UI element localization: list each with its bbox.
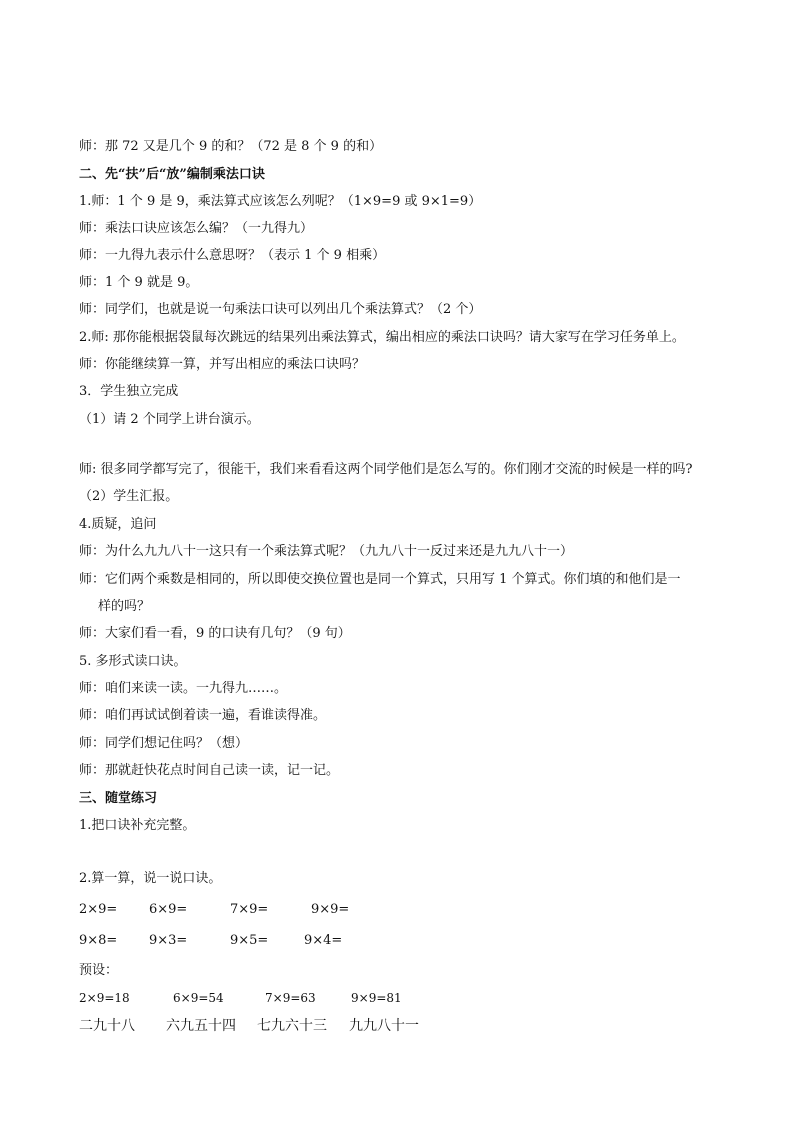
text-line: （1）请 2 个同学上讲台演示。: [79, 412, 260, 427]
text-line: 3．学生独立完成: [79, 384, 179, 399]
text-line: 师：你能继续算一算，并写出相应的乘法口诀吗？: [79, 357, 366, 372]
text-line: 预设：: [79, 963, 119, 978]
text-line: 师：它们两个乘数是相同的，所以即使交换位置也是同一个算式，只用写 1 个算式。你们填的和他们是一: [79, 572, 681, 587]
exercise-item: 9×4=: [304, 933, 343, 948]
text-line: 师：那就赶快花点时间自己读一读，记一记。: [79, 763, 340, 778]
exercise-item: 2×9=: [79, 902, 118, 917]
text-line: 师：为什么九九八十一这只有一个乘法算式呢？（九九八十一反过来还是九九八十一）: [79, 544, 574, 559]
text-line: 师：一九得九表示什么意思呀？（表示 1 个 9 相乘）: [79, 248, 386, 263]
text-line: 师：1 个 9 就是 9。: [79, 275, 199, 290]
text-line: 2.师: 那你能根据袋鼠每次跳远的结果列出乘法算式，编出相应的乘法口诀吗？请大家写在学习任务单上。: [79, 330, 685, 345]
text-line: 师：乘法口诀应该怎么编？（一九得九）: [79, 221, 314, 236]
exercise-item: 9×5=: [230, 933, 269, 948]
text-line: 2.算一算，说一说口诀。: [79, 871, 222, 886]
answer-item: 7×9=63: [265, 991, 316, 1005]
text-line: 师：同学们想记住吗？（想）: [79, 736, 249, 751]
text-line: 师：同学们，也就是说一句乘法口诀可以列出几个乘法算式？（2 个）: [79, 302, 482, 317]
text-line: 样的吗？: [98, 599, 151, 614]
text-line: 1.把口诀补充完整。: [79, 818, 196, 833]
text-line: 5. 多形式读口诀。: [79, 654, 187, 669]
exercise-item: 9×8=: [79, 933, 118, 948]
exercise-item: 9×9=: [311, 902, 350, 917]
exercise-item: 9×3=: [149, 933, 188, 948]
rhyme-item: 九九八十一: [349, 1018, 419, 1034]
rhyme-item: 六九五十四: [166, 1018, 236, 1034]
text-line: 4.质疑，追问: [79, 517, 157, 532]
answer-item: 9×9=81: [351, 991, 402, 1005]
text-line: 师：咱们来读一读。一九得九……。: [79, 681, 288, 696]
text-line: 师：那 72 又是几个 9 的和？（72 是 8 个 9 的和）: [79, 139, 383, 154]
section-heading: 三、随堂练习: [79, 791, 158, 806]
rhyme-item: 二九十八: [79, 1018, 135, 1034]
exercise-item: 7×9=: [230, 902, 269, 917]
answer-item: 6×9=54: [173, 991, 224, 1005]
exercise-item: 6×9=: [149, 902, 188, 917]
rhyme-item: 七九六十三: [257, 1018, 327, 1034]
text-line: 1.师：1 个 9 是 9，乘法算式应该怎么列呢？（1×9=9 或 9×1=9）: [79, 194, 482, 209]
section-heading: 二、先“扶”后“放”编制乘法口诀: [79, 167, 265, 182]
text-line: 师：咱们再试试倒着读一遍，看谁读得准。: [79, 708, 327, 723]
answer-item: 2×9=18: [79, 991, 130, 1005]
text-line: （2）学生汇报。: [79, 489, 179, 504]
text-line: 师: 很多同学都写完了，很能干，我们来看看这两个同学他们是怎么写的。你们刚才交流的时候是一样的吗?: [79, 462, 693, 477]
text-line: 师：大家们看一看，9 的口诀有几句？（9 句）: [79, 626, 351, 641]
